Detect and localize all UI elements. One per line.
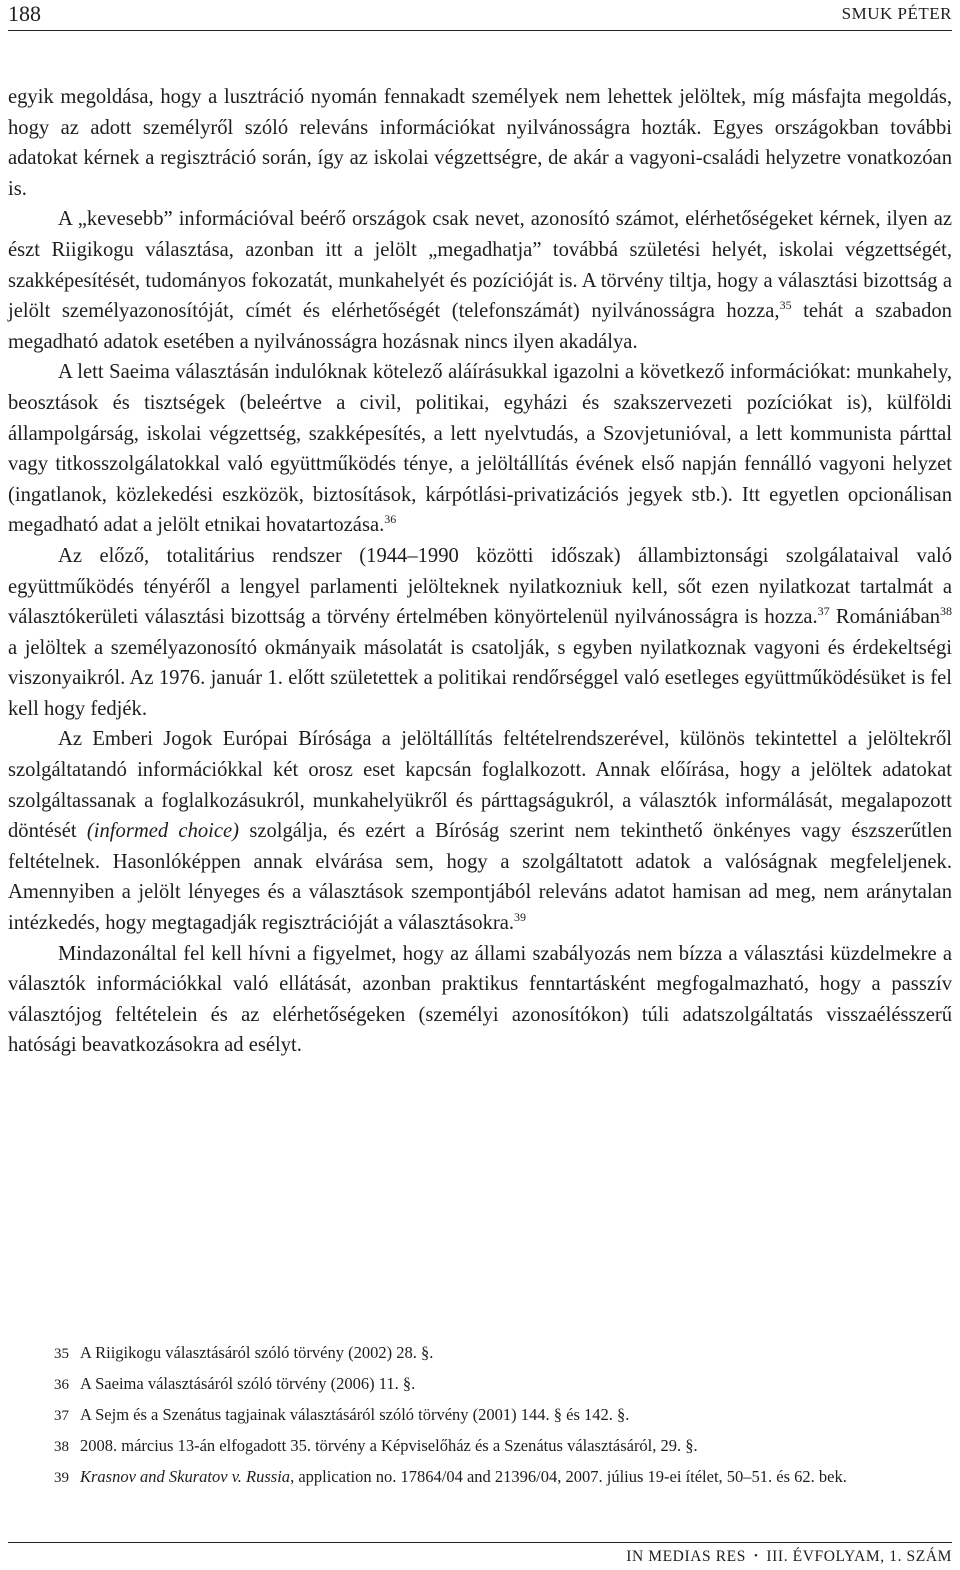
footnote — [8, 1462, 952, 1493]
footnote — [8, 1400, 952, 1431]
text-run: szolgálja, és ezért a Bíróság szerint nem tekinthető önkényes vagy észszerűtlen feltételnek. Hasonlóképpen annak elvárása sem, hogy a szolgáltatott adatok a valóságnak megfeleljenek. Amennyiben a jelölt lényeges és a választások szempontjából releváns adatot hamisan ad meg, nem aránytalan intézkedés, hogy megtagadják regisztrációját a választásokra. — [8, 820, 953, 935]
italic-text: Krasnov and Skuratov v. Russia — [80, 1467, 291, 1486]
footnote — [8, 1369, 952, 1400]
footnote — [8, 1431, 952, 1462]
paragraph — [8, 357, 952, 541]
page-header — [8, 0, 952, 31]
paragraph — [8, 724, 952, 938]
bullet-separator: • — [753, 1550, 759, 1562]
page-footer — [8, 1542, 952, 1570]
paragraph — [8, 82, 952, 204]
running-head-author: SMUK PÉTER — [841, 4, 952, 23]
paragraph — [8, 939, 952, 1061]
text-run: Romániában — [829, 606, 941, 629]
page-number: 188 — [8, 1, 41, 26]
footnote-reference: 35 — [779, 298, 792, 313]
paragraph — [8, 541, 952, 725]
text-run: A Riigikogu választásáról szóló törvény (2002) 28. §. — [80, 1343, 434, 1362]
text-run: A lett Saeima választásán indulóknak kötelező aláírásukkal igazolni a következő információkat: munkahely, beosztások és tisztségek (beleértve a civil, politikai, egyházi és szakszervezeti pozíciókat is), külföldi állampolgárság, iskolai végzettség, szakképesítés, a lett nyelvtudás, a Szovjetunióval, a lett kommunista párttal vagy titkosszolgálatokkal való együttműködés ténye, a jelöltállítás évének első napján fennálló vagyoni helyzet (ingatlanok, közlekedési eszközök, biztosítások, kárpótlási-privatizációs jegyek stb.). Itt egyetlen opcionálisan megadható adat a jelölt etnikai hovatartozása. — [8, 361, 952, 537]
footnote-reference: 36 — [384, 512, 397, 527]
journal-title: IN MEDIAS RES — [626, 1548, 746, 1565]
italic-text: (informed choice) — [86, 820, 240, 843]
journal-volume: III. ÉVFOLYAM, 1. SZÁM — [766, 1548, 952, 1565]
text-run: Az előző, totalitárius rendszer (1944–1990 közötti időszak) állambiztonsági szolgálataival való együttműködés tényéről a lengyel parlamenti jelölteknek nyilatkozniuk kell, sőt ezen nyilatkozat tartalmát a választókerületi választási bizottság a törvény értelmében könyörtelenül nyilvánosságra is hozza. — [8, 544, 952, 629]
footnote-number: 39 — [54, 1470, 69, 1486]
journal-info — [626, 1548, 952, 1566]
text-run: a jelöltek a személyazonosító okmányaik másolatát is csatolják, s egyben nyilatkoznak vagyoni és érdekeltségi viszonyaikról. Az 1976. január 1. előtt születettek a politikai rendőrséggel való esetleges együttműködésüket is fel kell hogy fedjék. — [8, 636, 952, 720]
footnote-reference: 38 — [940, 604, 953, 619]
footnote-number: 37 — [54, 1408, 69, 1424]
footnote-number: 36 — [54, 1377, 69, 1393]
body-text — [8, 82, 952, 1061]
text-run: , application no. 17864/04 and 21396/04, 2007. július 19-ei ítélet, 50–51. és 62. bek. — [290, 1467, 847, 1486]
text-run: Az Emberi Jogok Európai Bírósága a jelöltállítás feltételrendszerével, különös tekintettel a jelöltekről szolgáltatandó információkkal két orosz eset kapcsán foglalkozott. Annak előírása, hogy a jelöltek adatokat szolgáltassanak a foglalkozásukról, munkahelyükről és párttagságukról, a választók informálását, megalapozott döntését — [8, 728, 952, 843]
text-run: Mindazonáltal fel kell hívni a figyelmet, hogy az állami szabályozás nem bízza a választási küzdelmekre a választók információkkal való ellátását, azonban praktikus fenntartásként megfogalmazható, hogy a passzív választójog feltételein és az elérhetőségeken (személyi azonosítókon) túli adatszolgáltatás visszaélésszerű hatósági beavatkozásokra ad esélyt. — [8, 942, 952, 1057]
text-run: A „kevesebb” információval beérő országok csak nevet, azonosító számot, elérhetőségeket kérnek, ilyen az észt Riigikogu választása, azonban itt a jelölt „megadhatja” továbbá születési helyét, iskolai végzettségét, szakképesítését, tudományos fokozatát, munkahelyét és pozícióját is. A törvény tiltja, hogy a választási bizottság a jelölt személyazonosítóját, címét és elérhetőségét (telefonszámát) nyilvánosságra hozza, — [8, 208, 952, 323]
text-run: A Saeima választásáról szóló törvény (2006) 11. §. — [80, 1374, 416, 1393]
footnote-number: 35 — [54, 1346, 69, 1362]
text-run: 2008. március 13-án elfogadott 35. törvény a Képviselőház és a Szenátus választásáról, 29. §. — [80, 1436, 698, 1455]
footnote-reference: 39 — [514, 910, 527, 925]
footnotes-section — [8, 1338, 952, 1493]
text-run: egyik megoldása, hogy a lusztráció nyomán fennakadt személyek nem lehettek jelöltek, míg másfajta megoldás, hogy az adott személyről szóló releváns információkat nyilvánosságra hozták. Egyes országokban további adatokat kérnek a regisztráció során, így az iskolai végzettségre, de akár a vagyoni-családi helyzetre vonatkozóan is. — [8, 86, 952, 200]
footnote-reference: 37 — [817, 604, 830, 619]
footnote — [8, 1338, 952, 1369]
text-run: A Sejm és a Szenátus tagjainak választásáról szóló törvény (2001) 144. § és 142. §. — [80, 1405, 630, 1424]
footnote-number: 38 — [54, 1439, 69, 1455]
paragraph — [8, 204, 952, 357]
text-run: tehát a szabadon megadható adatok esetében a nyilvánosságra hozásnak nincs ilyen akadálya. — [8, 300, 952, 353]
